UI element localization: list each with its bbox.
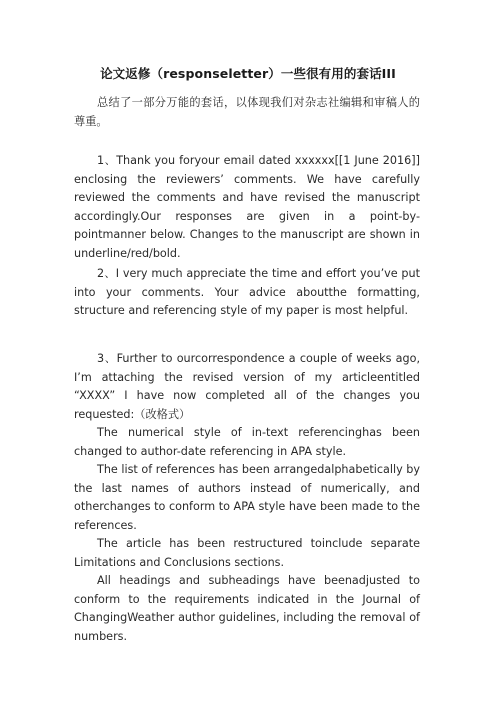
change-item-2: The list of references has been arrangedalphabetically by the last names of authors instead of numerically, and otherchanges to conform to APA style have been made to the references. — [74, 463, 420, 532]
change-item-1: The numerical style of in-text referencinghas been changed to author-date referencing in APA style. — [74, 426, 420, 458]
intro-paragraph: 总结了一部分万能的套话，以体现我们对杂志社编辑和审稿人的尊重。 — [74, 96, 420, 128]
paragraph-3: 3、Further to ourcorrespondence a couple of weeks ago, I’m attaching the revised version of my articleentitled “XXXX” I have now completed all of the changes you requested:（改格式） — [74, 352, 420, 421]
change-item-3: The article has been restructured toinclude separate Limitations and Conclusions sections. — [74, 537, 420, 569]
paragraph-1: 1、Thank you foryour email dated xxxxxx[[1 June 2016]] enclosing the reviewers’ comments. We have carefully reviewed the comments and have revised the manuscript accordingly.Our responses are given in a point-by-pointmanner below. Changes to the manuscript are shown in underline/red/bold. — [74, 154, 420, 260]
change-item-4: All headings and subheadings have beenadjusted to conform to the requirements indicated in the Journal of ChangingWeather author guidelines, including the removal of numbers. — [74, 574, 420, 643]
paragraph-3-block — [74, 350, 420, 646]
document-title: 论文返修（responseletter）一些很有用的套话III — [100, 66, 396, 81]
paragraph-2: 2、I very much appreciate the time and effort you’ve put into your comments. Your advice aboutthe formatting, structure and referencing style of my paper is most helpful. — [74, 267, 420, 317]
